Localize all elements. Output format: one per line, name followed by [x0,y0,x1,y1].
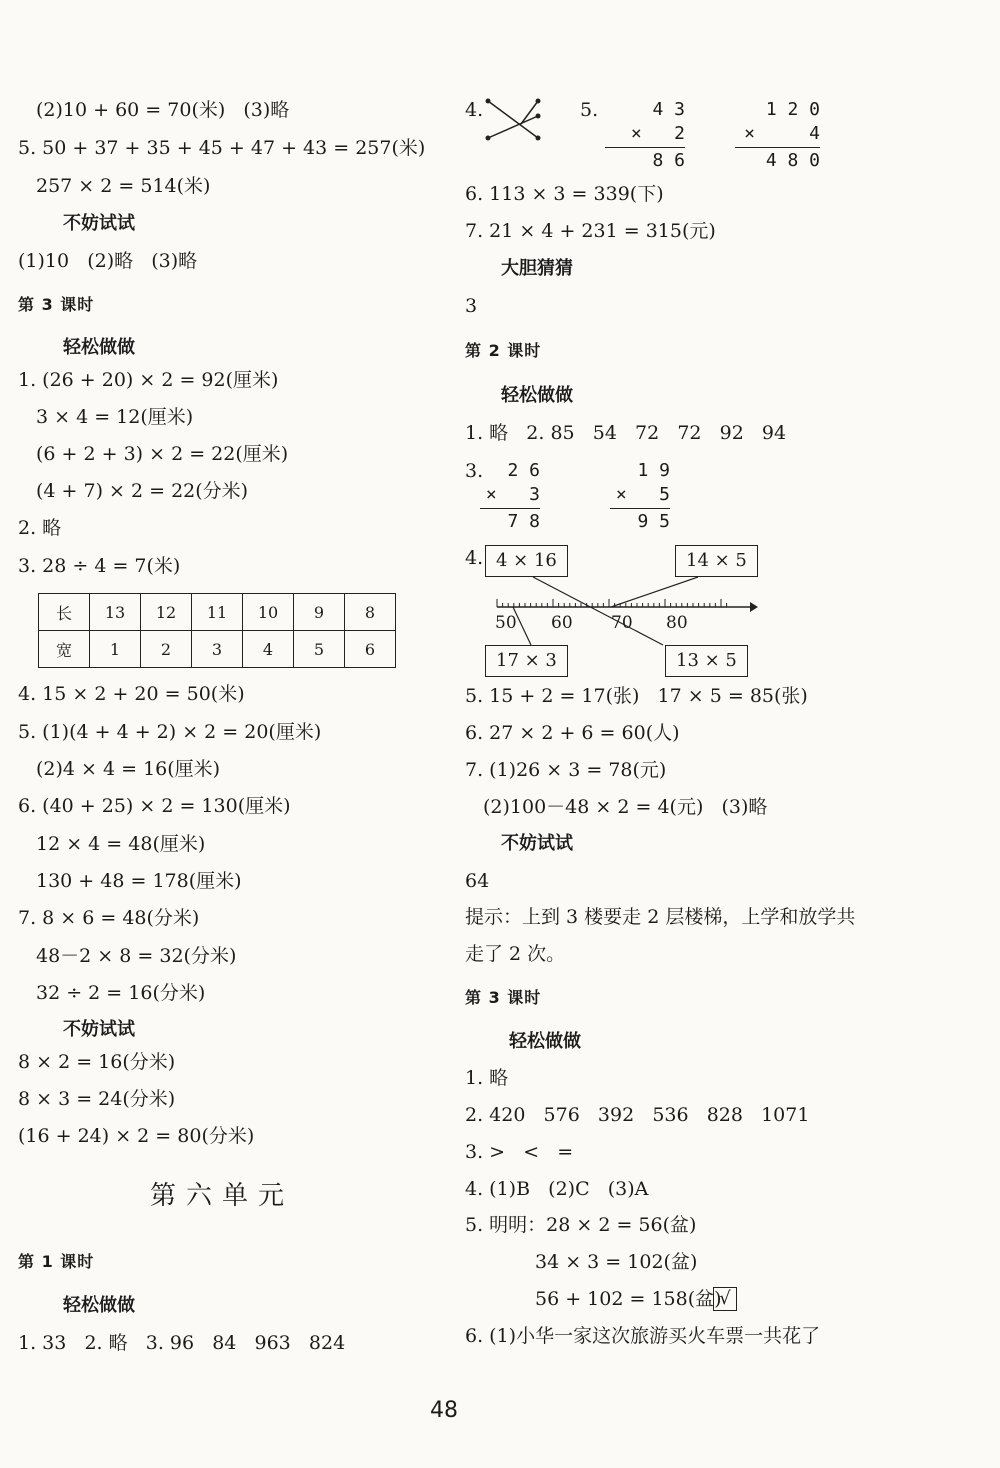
answer-line: 3 × 4 = 12(厘米) [36,406,194,428]
match-dot [536,114,541,119]
answer-line: 32 ÷ 2 = 16(分米) [36,982,206,1004]
answer-line: (2)4 × 4 = 16(厘米) [36,758,221,780]
answer-line: 12 × 4 = 48(厘米) [36,833,206,855]
table-cell: 长 [39,594,90,631]
vm-bar [605,147,685,148]
answer-line: 1. (26 + 20) × 2 = 92(厘米) [18,369,279,391]
hint-line: 提示：上到 3 楼要走 2 层楼梯，上学和放学共 [465,906,856,928]
table-cell: 12 [141,594,192,631]
table-cell: 11 [192,594,243,631]
section-heading: 不妨试试 [501,833,573,854]
tick-label: 50 [495,613,517,633]
answer-line: 34 × 3 = 102(盆) [535,1251,698,1273]
question-number: 5. [580,99,599,121]
answer-line: 48－2 × 8 = 32(分米) [36,945,237,967]
answer-line: (4 + 7) × 2 = 22(分米) [36,480,249,502]
lesson-heading: 第 3 课时 [18,295,95,314]
vm-mid: × 3 [485,484,540,505]
match-dot [486,136,491,141]
section-heading: 轻松做做 [509,1031,581,1052]
tick-label: 80 [666,613,688,633]
arrow-head-icon [750,602,758,612]
length-width-table [38,593,396,668]
answer-line: 2. 略 [18,517,62,539]
answer-line: (2)10 + 60 = 70(米) (3)略 [36,99,290,121]
vertical-multiplication [605,98,685,178]
answer-line: (16 + 24) × 2 = 80(分米) [18,1125,255,1147]
section-heading: 大胆猜猜 [501,258,573,279]
table-cell: 10 [243,594,294,631]
section-heading: 轻松做做 [63,337,135,358]
table-cell: 2 [141,631,192,668]
lesson-heading: 第 2 课时 [465,341,542,360]
vm-result: 7 8 [507,511,540,532]
vm-top: 4 3 [652,99,685,120]
question-number: 4. [465,99,484,121]
answer-line: (2)100－48 × 2 = 4(元) (3)略 [483,796,768,818]
answer-line: 4. (1)B (2)C (3)A [465,1178,649,1200]
answer-line: 5. 15 + 2 = 17(张) 17 × 5 = 85(张) [465,685,808,707]
vertical-multiplication [485,459,540,539]
answer-line: 3. 28 ÷ 4 = 7(米) [18,555,181,577]
table-cell: 1 [90,631,141,668]
vm-bar [480,508,540,509]
vertical-multiplication [735,98,820,178]
answer-line: (6 + 2 + 3) × 2 = 22(厘米) [36,443,289,465]
answer-line: 6. 27 × 2 + 6 = 60(人) [465,722,680,744]
answer-line: 257 × 2 = 514(米) [36,175,211,197]
answer-line: 1. 略 2. 85 54 72 72 92 94 [465,422,787,444]
table-cell: 5 [294,631,345,668]
section-heading: 轻松做做 [63,1295,135,1316]
answer-line: 6. 113 × 3 = 339(下) [465,183,664,205]
question-number: 3. [465,460,484,482]
expression-box: 17 × 3 [485,645,568,677]
vm-mid: × 4 [744,123,820,144]
answer-line: 7. 8 × 6 = 48(分米) [18,907,200,929]
answer-line: 8 × 2 = 16(分米) [18,1051,176,1073]
answer-line: 130 + 48 = 178(厘米) [36,870,242,892]
match-dot [486,99,491,104]
answer-line: (1)10 (2)略 (3)略 [18,250,198,272]
unit-title: 第六单元 [150,1181,295,1211]
table-cell: 4 [243,631,294,668]
answer-line: 1. 33 2. 略 3. 96 84 963 824 [18,1332,346,1354]
lesson-heading: 第 3 课时 [465,988,542,1007]
answer-line: 4. 15 × 2 + 20 = 50(米) [18,683,245,705]
answer-line: 7. (1)26 × 3 = 78(元) [465,759,667,781]
section-heading: 不妨试试 [63,213,135,234]
answer-line: 5. (1)(4 + 4 + 2) × 2 = 20(厘米) [18,721,322,743]
tick-label: 70 [611,613,633,633]
table-cell: 8 [345,594,396,631]
answer-line: 3 [465,295,478,317]
answer-line: 64 [465,870,490,892]
checkmark-icon: √ [713,1287,737,1311]
match-line [611,577,698,607]
section-heading: 不妨试试 [63,1019,135,1040]
vm-mid: × 5 [615,484,670,505]
expression-box: 13 × 5 [665,645,748,677]
answer-line: 5. 50 + 37 + 35 + 45 + 47 + 43 = 257(米) [18,137,426,159]
answer-line: 5. 明明：28 × 2 = 56(盆) [465,1214,697,1236]
answer-line: 6. (40 + 25) × 2 = 130(厘米) [18,795,291,817]
table-cell: 13 [90,594,141,631]
answer-line: 1. 略 [465,1067,509,1089]
table-row [39,594,396,631]
vm-result: 8 6 [652,150,685,171]
match-dot [536,99,541,104]
match-dot [536,136,541,141]
lesson-heading: 第 1 课时 [18,1252,95,1271]
answer-line: 6. (1)小华一家这次旅游买火车票一共花了 [465,1325,821,1347]
expression-box: 4 × 16 [485,545,568,577]
page-number: 48 [430,1398,458,1423]
expression-box: 14 × 5 [675,545,758,577]
vm-mid: × 2 [630,123,685,144]
table-row [39,631,396,668]
vm-result: 4 8 0 [765,150,820,171]
answer-line: 8 × 3 = 24(分米) [18,1088,176,1110]
vm-top: 1 2 0 [765,99,820,120]
vm-bar [735,147,820,148]
answer-line: 56 + 102 = 158(盆) [535,1288,722,1310]
vm-bar [610,508,670,509]
tick-label: 60 [551,613,573,633]
hint-line: 走了 2 次。 [465,943,566,965]
question-number: 4. [465,547,484,569]
vertical-multiplication [615,459,670,539]
vm-result: 9 5 [637,511,670,532]
number-line-ticks [497,599,727,607]
answer-line: 3. > < = [465,1141,574,1163]
table-cell: 6 [345,631,396,668]
section-heading: 轻松做做 [501,385,573,406]
answer-line: 7. 21 × 4 + 231 = 315(元) [465,220,716,242]
table-cell: 9 [294,594,345,631]
table-cell: 3 [192,631,243,668]
vm-top: 1 9 [637,460,670,481]
matching-lines-diagram [483,96,543,144]
table-cell: 宽 [39,631,90,668]
vm-top: 2 6 [507,460,540,481]
answer-line: 2. 420 576 392 536 828 1071 [465,1104,810,1126]
